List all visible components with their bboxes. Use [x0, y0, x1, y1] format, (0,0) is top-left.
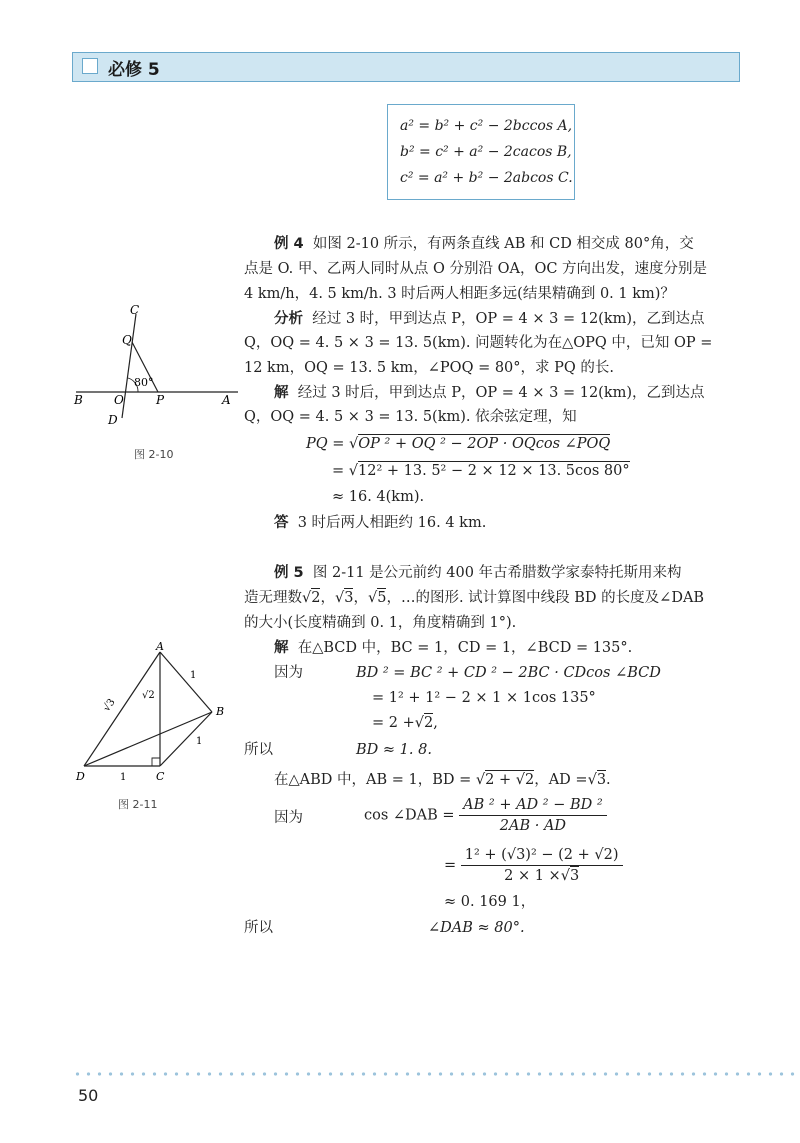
label-angle: 80° [134, 376, 154, 389]
example4-line3: 4 km/h，4. 5 km/h. 3 时后两人相距多远(结果精确到 0. 1 km)？ [244, 286, 675, 302]
example4-text: 如图 2-10 所示，有两条直线 AB 和 CD 相交成 80°角，交 [312, 236, 694, 252]
cos-result: ≈ 0. 169 1， [444, 894, 536, 910]
header-bar [72, 52, 740, 82]
footer-dotted-rule [72, 1072, 800, 1076]
figure-2-11-caption: 图 2-11 [118, 798, 158, 811]
label-c: C [130, 303, 140, 317]
analysis-line3: 12 km，OQ = 13. 5 km，∠POQ = 80°，求 PQ 的长. [244, 360, 614, 376]
solution4-text: 经过 3 时后，甲到达点 P，OP = 4 × 3 = 12(km)，乙到达点 [297, 385, 705, 401]
bd-equation-2: = 1² + 1² − 2 × 1 × 1cos 135° [372, 690, 596, 706]
header-title: 必修 5 [108, 60, 160, 80]
formula-line: a² = b² + c² − 2bccos A, [400, 118, 573, 134]
cos-fraction-2: $\frac{\text{1² + (√3)² − (2 + √2)}}{2 \times 1 \times√3}$ [461, 845, 623, 886]
label-a: A [156, 640, 164, 653]
cos-fraction-1: $\frac{\text{AB ² + AD ² − BD ²}}{2AB \cdot AD}$ [459, 795, 607, 836]
figure-2-11 [72, 640, 232, 788]
example5-line2: 造无理数√2，√3，√5，…的图形. 试计算图中线段 BD 的长度及∠DAB [244, 590, 705, 606]
label-p: P [156, 393, 165, 407]
label-o: O [114, 393, 124, 407]
analysis-label: 分析 [274, 311, 303, 327]
segment-ab [160, 652, 212, 712]
example4-label: 例 4 [274, 236, 304, 252]
cos-equation-2: = $\frac{\text{1² + (√3)² − (2 + √2)}}{2 \times 1 \times√3}$ [444, 845, 623, 886]
solution4-line1 [274, 381, 705, 405]
because-label: 因为 [274, 665, 303, 681]
law-of-cosines-box [387, 104, 575, 200]
cos-equation-1: cos ∠DAB = $\frac{\text{AB ² + AD ² − BD ²}}{2AB \cdot AD}$ [364, 795, 607, 836]
segment-cb [160, 712, 212, 766]
segment-db [84, 712, 212, 766]
label-d: D [108, 413, 118, 427]
label-a: A [222, 393, 231, 407]
label-d: D [76, 770, 85, 783]
figure-2-10-caption: 图 2-10 [134, 448, 174, 461]
solution5-line1 [274, 636, 632, 660]
header-square-icon [82, 58, 98, 74]
equation-pq-1: PQ = √OP ² + OQ ² − 2OP · OQcos ∠POQ [306, 436, 611, 452]
figure-2-10 [72, 300, 242, 440]
so2-label: 所以 [244, 920, 273, 936]
equation-pq-3: ≈ 16. 4(km). [332, 489, 425, 505]
analysis-line2: Q，OQ = 4. 5 × 3 = 13. 5(km). 问题转化为在△OPQ 中，已知 OP = [244, 335, 713, 351]
example5-line1 [274, 561, 682, 585]
example5-label: 例 5 [274, 565, 304, 581]
so-label: 所以 [244, 742, 273, 758]
solution5-text: 在△BCD 中，BC = 1，CD = 1，∠BCD = 135°. [297, 640, 633, 656]
label-c: C [156, 770, 165, 783]
label-bc-length: 1 [196, 736, 203, 747]
analysis-line1 [274, 307, 705, 331]
solution4-line2: Q，OQ = 4. 5 × 3 = 13. 5(km). 依余弦定理，知 [244, 409, 577, 425]
answer4 [274, 511, 486, 535]
label-b: B [216, 705, 225, 718]
right-angle-mark [152, 758, 160, 766]
answer-label: 答 [274, 515, 289, 531]
formula-line: b² = c² + a² − 2cacos B, [400, 144, 572, 160]
analysis-text: 经过 3 时，甲到达点 P，OP = 4 × 3 = 12(km)，乙到达点 [312, 311, 705, 327]
label-q: Q [122, 333, 132, 347]
because2-label: 因为 [274, 810, 303, 826]
solution4-label: 解 [274, 385, 289, 401]
segment-da [84, 652, 160, 766]
label-ab-length: 1 [190, 670, 197, 681]
radicand: OP ² + OQ ² − 2OP · OQcos ∠POQ [358, 436, 611, 452]
abd-line: 在△ABD 中，AB = 1，BD = √2 + √2，AD =√3. [274, 772, 611, 788]
label-ad-length: √3 [101, 696, 118, 714]
example5-line3: 的大小(长度精确到 0. 1，角度精确到 1°). [244, 615, 517, 631]
bd-equation-1: BD ² = BC ² + CD ² − 2BC · CDcos ∠BCD [356, 665, 661, 681]
angle-dab-result: ∠DAB ≈ 80°. [428, 920, 525, 936]
bd-equation-3: = 2 +√2, [372, 715, 438, 731]
solution5-label: 解 [274, 640, 289, 656]
bd-result: BD ≈ 1. 8. [356, 742, 432, 758]
example5-text: 图 2-11 是公元前约 400 年古希腊数学家泰特托斯用来构 [312, 565, 682, 581]
label-b: B [74, 393, 83, 407]
radicand: 12² + 13. 5² − 2 × 12 × 13. 5cos 80° [358, 463, 630, 479]
example4-line2: 点是 O. 甲、乙两人同时从点 O 分别沿 OA，OC 方向出发，速度分别是 [244, 261, 708, 277]
label-ac-length: √2 [142, 690, 155, 701]
page-number: 50 [78, 1086, 99, 1105]
answer-text: 3 时后两人相距约 16. 4 km. [297, 515, 487, 531]
equation-pq-2: = √12² + 13. 5² − 2 × 12 × 13. 5cos 80° [332, 463, 630, 479]
example4-line1 [274, 232, 694, 256]
label-dc-length: 1 [120, 772, 127, 783]
formula-line: c² = a² + b² − 2abcos C. [400, 170, 573, 186]
line-cd [122, 314, 136, 418]
